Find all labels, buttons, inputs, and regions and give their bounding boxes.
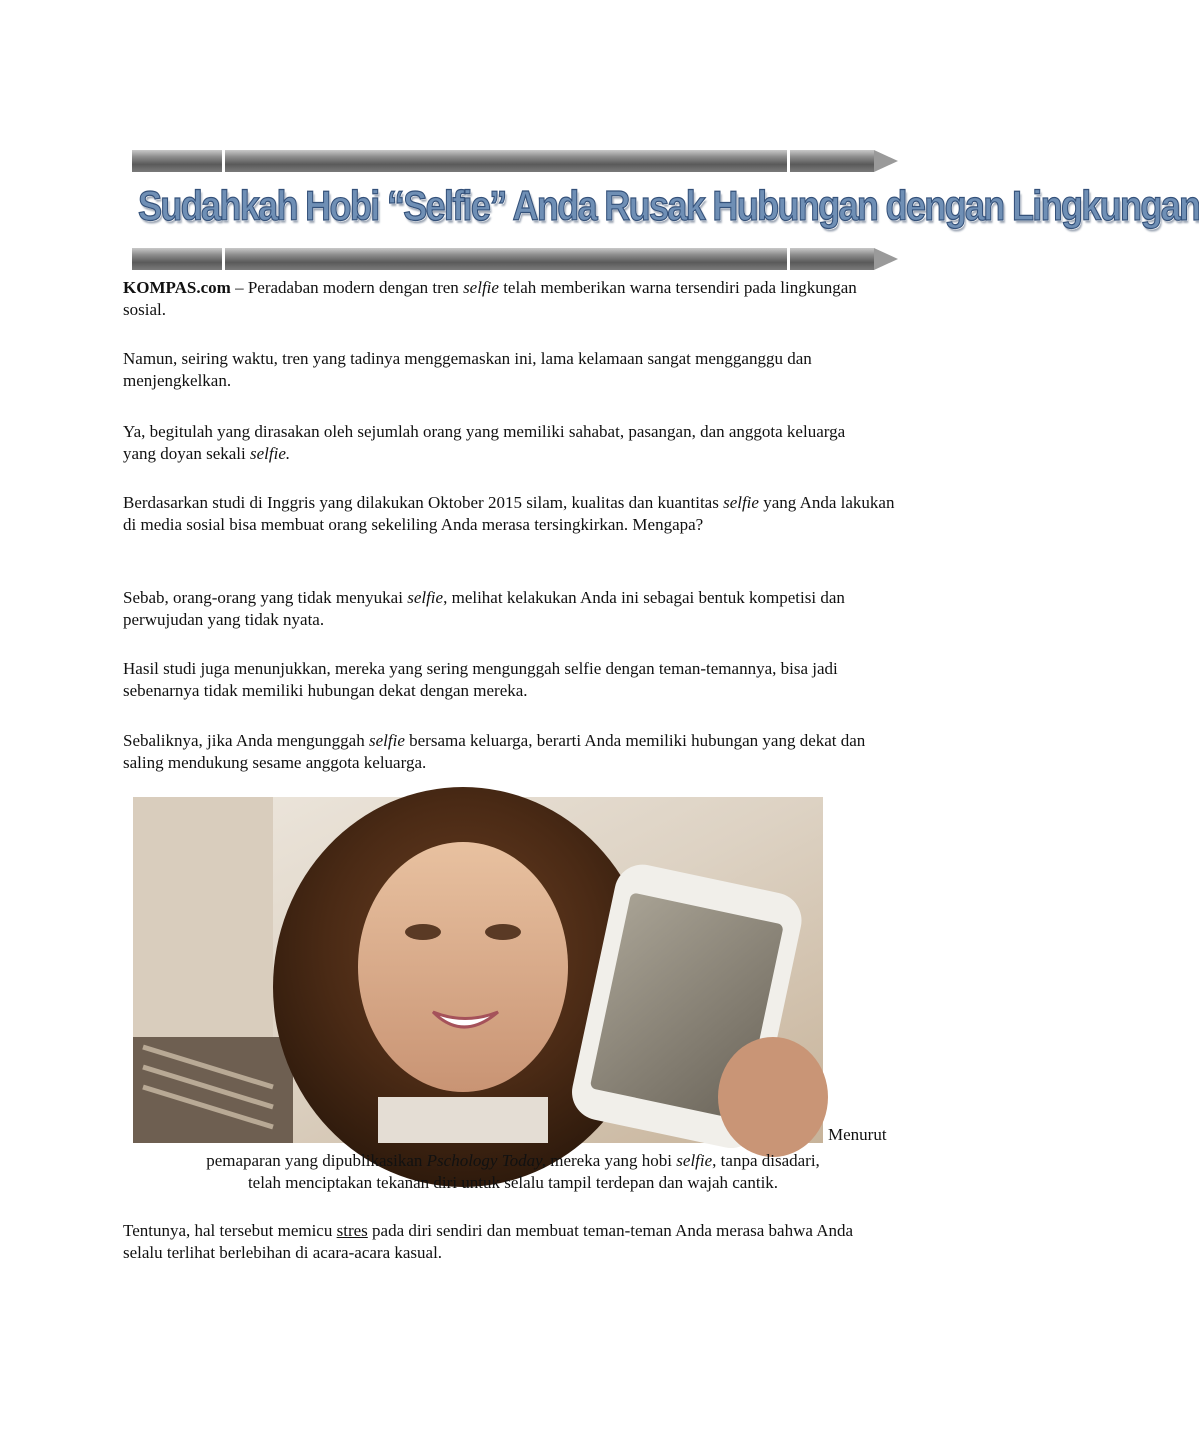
italic-term: selfie (463, 278, 499, 297)
text: Namun, seiring waktu, tren yang tadinya menggemaskan ini, lama kelamaan sangat mengganggu dan menjengkelkan. (123, 349, 812, 390)
banner-bar-tip (874, 150, 898, 172)
selfie-photo (133, 797, 823, 1143)
italic-term: Pschology Today, (426, 1151, 546, 1170)
text: telah memberikan warna tersendiri pada lingkungan sosial. (123, 278, 857, 319)
text: pada diri sendiri dan membuat teman-teman Anda merasa bahwa Anda selalu terlihat berlebihan di acara-acara kasual. (123, 1221, 854, 1262)
italic-term: selfie (723, 493, 759, 512)
italic-term: selfie. (250, 444, 291, 463)
banner-bar-tip (874, 248, 898, 270)
caption-first-word: Menurut (828, 1125, 887, 1144)
paragraph-8 (123, 1220, 863, 1264)
text: Sebab, orang-orang yang tidak menyukai (123, 588, 408, 607)
paragraph-5 (123, 587, 893, 631)
italic-term: selfie (368, 731, 405, 750)
paragraph-2 (123, 348, 823, 392)
stres-link[interactable]: stres (336, 1221, 368, 1240)
paragraph-6 (123, 658, 843, 702)
paragraph-3 (123, 421, 863, 465)
text: bersama keluarga, berarti Anda memiliki hubungan yang dekat dan saling mendukung sesame anggota keluarga. (123, 731, 866, 772)
title-banner (132, 150, 1199, 270)
bar-divider (222, 248, 225, 270)
text: Hasil studi juga menunjukkan, mereka yang sering mengunggah selfie dengan teman-temannya, bisa jadi sebenarnya tidak memiliki hubungan dekat dengan mereka. (123, 659, 838, 700)
text: mereka yang hobi (545, 1151, 677, 1170)
text: , tanpa disadari, (712, 1151, 820, 1170)
text: yang Anda lakukan di media sosial bisa membuat orang sekeliling Anda merasa tersingkirkan. Mengapa? (123, 493, 895, 534)
banner-bar-top (132, 150, 874, 172)
banner-bar-bottom (132, 248, 874, 270)
text: , melihat kelakukan Anda ini sebagai bentuk kompetisi dan perwujudan yang tidak nyata. (123, 588, 845, 629)
italic-term: selfie (676, 1151, 713, 1170)
italic-term: selfie (407, 588, 444, 607)
paragraph-1 (123, 277, 903, 321)
text: Sebaliknya, jika Anda mengunggah (123, 731, 369, 750)
selfie-photo-icon (133, 797, 823, 1143)
page-title: Sudahkah Hobi “Selfie” Anda Rusak Hubungan dengan Lingkungan (138, 182, 1199, 229)
text: Ya, begitulah yang dirasakan oleh sejumlah orang yang memiliki sahabat, pasangan, dan anggota keluarga yang doyan sekali (123, 422, 846, 463)
bar-divider (787, 248, 790, 270)
text: – Peradaban modern dengan tren (230, 278, 464, 297)
bar-divider (222, 150, 225, 172)
source-name: KOMPAS.com (123, 278, 231, 297)
paragraph-4 (123, 492, 903, 536)
text: pemaparan yang dipublikasikan (206, 1151, 427, 1170)
text: Tentunya, hal tersebut memicu (123, 1221, 337, 1240)
photo-caption (123, 1150, 903, 1194)
bar-divider (787, 150, 790, 172)
text: telah menciptakan tekanan diri untuk selalu tampil terdepan dan wajah cantik. (247, 1173, 779, 1192)
text: Berdasarkan studi di Inggris yang dilakukan Oktober 2015 silam, kualitas dan kuantitas (123, 493, 724, 512)
paragraph-7 (123, 730, 903, 774)
